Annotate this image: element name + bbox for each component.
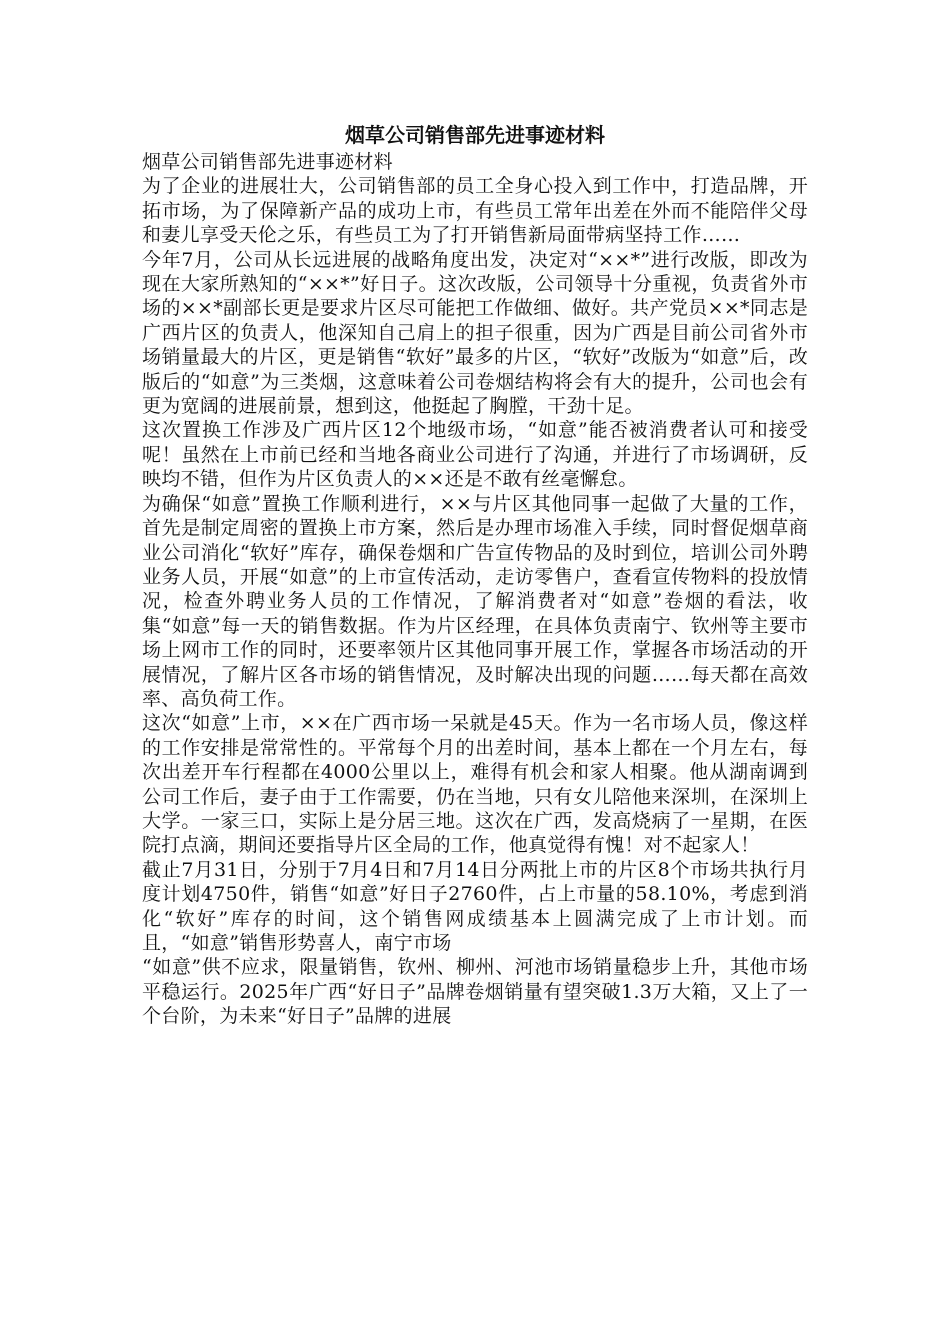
document-title: 烟草公司销售部先进事迹材料 — [345, 123, 605, 147]
paragraph-subtitle: 烟草公司销售部先进事迹材料 — [142, 151, 393, 173]
paragraph-intro: 为了企业的进展壮大，公司销售部的员工全身心投入到工作中，打造品牌，开拓市场，为了保障新产品的成功上市，有些员工常年出差在外而不能陪伴父母和妻儿享受天伦之乐，有些员工为了打开销售新局面带病坚持工作…… — [142, 175, 808, 247]
document-page — [142, 120, 808, 1029]
paragraph-preparation: 为确保“如意”置换工作顺利进行，××与片区其他同事一起做了大量的工作，首先是制定周密的置换上市方案，然后是办理市场准入手续，同时督促烟草商业公司消化“软好”库存，确保卷烟和广告宣传物品的及时到位，培训公司外聘业务人员，开展“如意”的上市宣传活动，走访零售户，查看宣传物料的投放情况，检查外聘业务人员的工作情况，了解消费者对“如意”卷烟的看法，收集“如意”每一天的销售数据。作为片区经理，在具体负责南宁、钦州等主要市场上网市工作的同时，还要率领片区其他同事开展工作，掌握各市场活动的开展情况，了解片区各市场的销售情况，及时解决出现的问题……每天都在高效率、高负荷工作。 — [142, 492, 808, 710]
paragraph-results: 截止7月31日，分别于7月4日和7月14日分两批上市的片区8个市场共执行月度计划4750件，销售“如意”好日子2760件，占上市量的58.10%，考虑到消化“软好”库存的时间，这个销售网成绩基本上圆满完成了上市计划。而且，“如意”销售形势喜人，南宁市场 — [142, 858, 808, 954]
paragraph-sacrifice: 这次“如意”上市，××在广西市场一呆就是45天。作为一名市场人员，像这样的工作安排是常常性的。平常每个月的出差时间，基本上都在一个月左右，每次出差开车行程都在4000公里以上，难得有机会和家人相聚。他从湖南调到公司工作后，妻子由于工作需要，仍在当地，只有女儿陪他来深圳，在深圳上大学。一家三口，实际上是分居三地。这次在广西，发高烧病了一星期，在医院打点滴，期间还要指导片区全局的工作，他真觉得有愧！对不起家人！ — [142, 712, 808, 857]
paragraph-outlook: “如意”供不应求，限量销售，钦州、柳州、河池市场销量稳步上升，其他市场平稳运行。2025年广西“好日子”品牌卷烟销量有望突破1.3万大箱，又上了一个台阶，为未来“好日子”品牌的进展 — [142, 956, 808, 1028]
paragraph-replacement: 这次置换工作涉及广西片区12个地级市场，“如意”能否被消费者认可和接受呢！虽然在上市前已经和当地各商业公司进行了沟通，并进行了市场调研，反映均不错，但作为片区负责人的××还是不敢有丝毫懈怠。 — [142, 419, 808, 491]
paragraph-rebrand: 今年7月，公司从长远进展的战略角度出发，决定对“××*”进行改版，即改为现在大家所熟知的“××*”好日子。这次改版，公司领导十分重视，负责省外市场的××*副部长更是要求片区尽可能把工作做细、做好。共产党员××*同志是广西片区的负责人，他深知自己肩上的担子很重，因为广西是目前公司省外市场销量最大的片区，更是销售“软好”最多的片区，“软好”改版为“如意”后，改版后的“如意”为三类烟，这意味着公司卷烟结构将会有大的提升，公司也会有更为宽阔的进展前景，想到这，他挺起了胸膛，干劲十足。 — [142, 248, 808, 418]
